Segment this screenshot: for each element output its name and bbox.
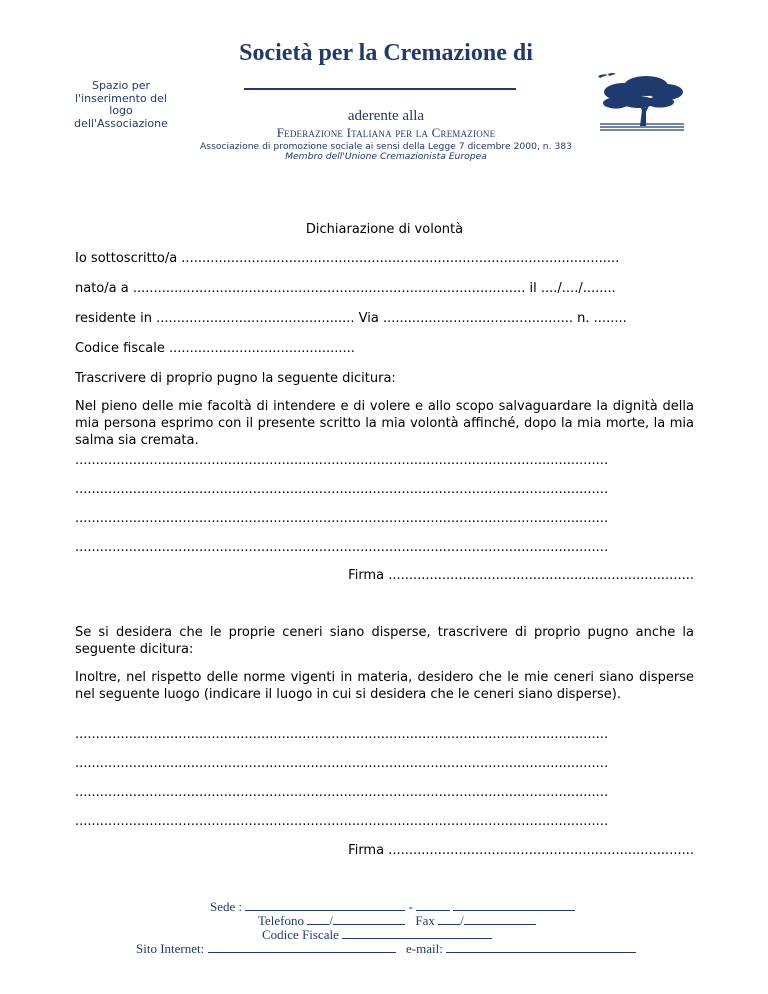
telefono-slash: / (329, 913, 333, 928)
nato-line: nato/a a ............................................................................................... il ..../..../........ (75, 281, 616, 296)
sede-blank (245, 898, 405, 911)
dotted-line: ................................................................................................................................. (75, 511, 609, 526)
document-title: Dichiarazione di volontà (305, 222, 464, 237)
title-blank-line (244, 88, 516, 90)
sede-dash: - (408, 899, 413, 914)
signature-line: Firma .......................................................................... (348, 843, 694, 858)
subtitle: aderente alla (347, 108, 425, 124)
residente-line: residente in ................................................ Via .............................................. n. ........ (75, 311, 627, 326)
instruction-text: Trascrivere di proprio pugno la seguente dicitura: (75, 371, 396, 386)
dispersion-text: Inoltre, nel rispetto delle norme vigenti in materia, desidero che le mie ceneri siano disperse nel seguente luogo (indicare il luogo in cui si desidera che le ceneri siano disperse). (75, 670, 694, 702)
fax-prefix-blank (438, 912, 460, 925)
fax-label: Fax (415, 913, 435, 928)
fax-number-blank (464, 912, 536, 925)
sito-blank (208, 940, 396, 953)
dispersion-instruction: Se si desidera che le proprie ceneri siano disperse, trascrivere di proprio pugno anche la seguente dicitura: (75, 625, 694, 657)
telefono-prefix-blank (307, 912, 329, 925)
dotted-line: ................................................................................................................................. (75, 785, 609, 800)
declaration-text: Nel pieno delle mie facoltà di intendere e di volere e allo scopo salvaguardare la dignità della mia persona esprimo con il presente scritto la mia volontà affinché, dopo la mia morte, la mia salma sia cremata. (75, 399, 694, 448)
federation-name: Federazione Italiana per la Cremazione (276, 125, 496, 140)
footer-sito (136, 940, 636, 956)
dotted-line: ................................................................................................................................. (75, 756, 609, 771)
page-title: Società per la Cremazione di (239, 40, 533, 66)
sede-label: Sede : (210, 899, 243, 914)
dotted-line: ................................................................................................................................. (75, 540, 609, 555)
tree-logo-icon (594, 70, 688, 134)
sito-label: Sito Internet: (136, 941, 205, 956)
logo-placeholder: Spazio per l'inserimento del logo dell'Associazione (74, 79, 168, 130)
signature-line: Firma .......................................................................... (348, 568, 694, 583)
sottoscritto-line: Io sottoscritto/a .......................................................................................................... (75, 251, 620, 266)
email-blank (446, 940, 636, 953)
telefono-label: Telefono (258, 913, 305, 928)
dotted-line: ................................................................................................................................. (75, 482, 609, 497)
codice-fiscale-line: Codice fiscale ............................................. (75, 341, 355, 356)
dotted-line: ................................................................................................................................. (75, 453, 609, 468)
association-note: Associazione di promozione sociale ai sensi della Legge 7 dicembre 2000, n. 383 (200, 141, 572, 152)
codice-fiscale-blank (342, 926, 492, 939)
sede-city-blank (453, 898, 575, 911)
telefono-number-blank (333, 912, 405, 925)
dotted-line: ................................................................................................................................. (75, 814, 609, 829)
dotted-line: ................................................................................................................................. (75, 727, 609, 742)
fax-slash: / (460, 913, 464, 928)
codice-fiscale-label: Codice Fiscale (262, 927, 339, 942)
sede-cap-blank (416, 898, 450, 911)
email-label: e-mail: (406, 941, 443, 956)
member-note: Membro dell'Unione Cremazionista Europea (285, 151, 487, 162)
